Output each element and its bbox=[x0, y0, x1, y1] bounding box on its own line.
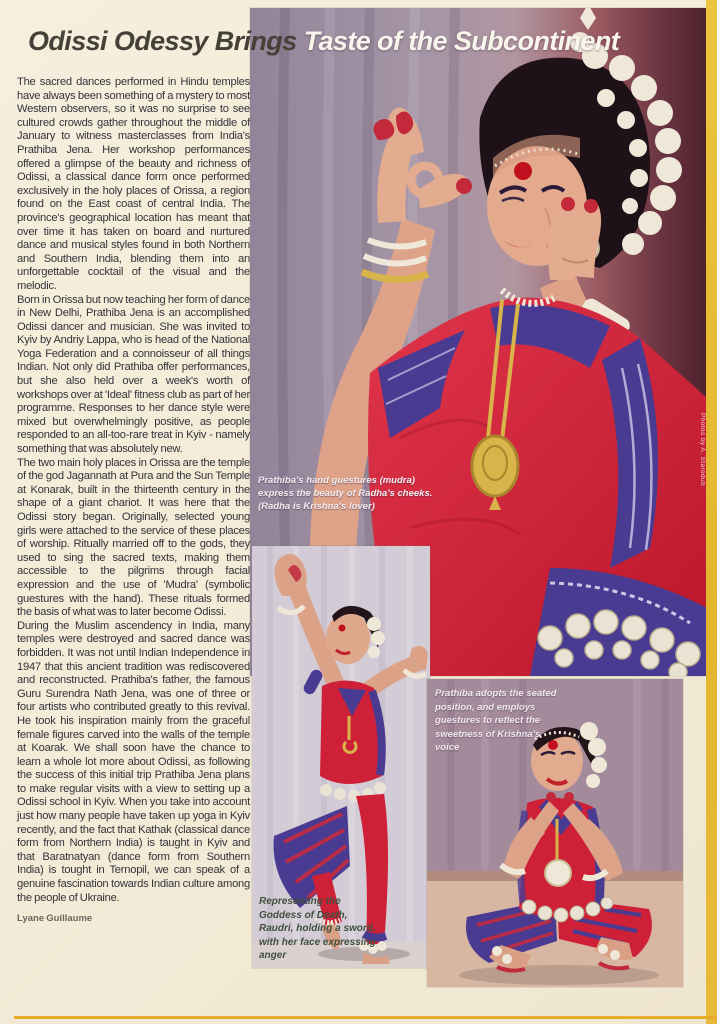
article-paragraph: The two main holy places in Orissa are the temple of the god Jagannath at Pura and the Sun Temple at Konarak, built in the thirteenth century in the shape of a giant chariot. It was here that the Odissi story began. Originally, selected young girls were attached to the service of these places of worship. Ritually married off to the gods, they used to sing the sacred texts, making them accessible to the pilgrims through facial expression and the use of 'Mudra' (symbolic guestures with the hand). These rituals formed the basis of what was to later become Odissi. bbox=[17, 456, 250, 619]
author-byline: Lyane Guillaume bbox=[17, 913, 93, 925]
photo-credit: Photos by A. Starodub bbox=[699, 413, 706, 487]
gold-edge-strip bbox=[706, 0, 717, 1024]
page-title bbox=[28, 26, 619, 57]
caption-main-photo: Prathiba's hand guestures (mudra) express the beauty of Radha's cheeks. (Radha is Krishna's lover) bbox=[258, 475, 433, 512]
photo-seated-dancer bbox=[427, 679, 683, 987]
article-paragraph: Born in Orissa but now teaching her form of dance in New Delhi, Prathiba Jena is an accomplished Odissi dancer and musician. She was invited to Kyiv by Andriy Lappa, who is head of the National Yoga Federation and a connoisseur of all things Indian. Not only did Prathiba offer performances, but she also held over a week's worth of workshops over at 'Ideal' fitness club as part of her programme. Responses to her dance style were mixed but overwhelmingly positive, as people responded to an all-too-rare treat in Kyiv - namely something that was absolutely new. bbox=[17, 293, 250, 456]
gold-bottom-rule bbox=[14, 1016, 717, 1019]
article-paragraph: The sacred dances performed in Hindu temples have always been something of a mystery to most Western observers, so it was no surprise to see cultured crowds gather throughout the middle of January to witness masterclasses from India's Prathiba Jena. Her workshop performances offered a glimpse of the beauty and richness of Odissi, a classical dance form once performed exclusively in the holy places of Orissa, a region found on the East coast of central India. The province's geographical location has meant that over time it has taken on board and nurtured dance and musical styles found in both Northern and Southern India, blending them into an unforgettable cocktail of the visual and the melodic. bbox=[17, 76, 250, 292]
article-paragraph: During the Muslim ascendency in India, many temples were destroyed and sacred dance was forbidden. It was not until Indian Independence in 1947 that this ancient tradition was rediscovered and reconstructed. Prathiba's father, the famous Guru Surendra Nath Jena, was one of three or four artists who contributed greatly to this revival. He took his inspiration mainly from the graceful female figures carved into the walls of the temple at Koarak. We shall soon have the chance to learn a whole lot more about Odissi, as following the success of this initial trip Prathiba Jena plans to make regular visits with a view to setting up a Odissi school in Kyiv. When you take into account just how many people have taken up yoga in Kyiv recently, and the fact that Kathak (classical dance form from Northern India) is taught in Kyiv and that Baratnatyan (dance form from Southern India) is tought in Ternopil, we can speak of a genuine fascination towards Indian culture among the people of Ukraine. bbox=[17, 619, 250, 904]
caption-seated-photo: Prathiba adopts the seated position, and employs guestures to reflect the sweetness of Krishna's voice bbox=[435, 688, 557, 753]
photo-standing-dancer bbox=[252, 546, 430, 968]
article-body bbox=[17, 76, 250, 926]
caption-standing-photo: Representing the Goddess of Death, Raudri, holding a sword, with her face expressing anger bbox=[259, 896, 376, 961]
page-title-dark-part: Odissi Odessy Brings bbox=[28, 26, 297, 56]
page-title-light-part: Taste of the Subcontinent bbox=[303, 26, 620, 56]
